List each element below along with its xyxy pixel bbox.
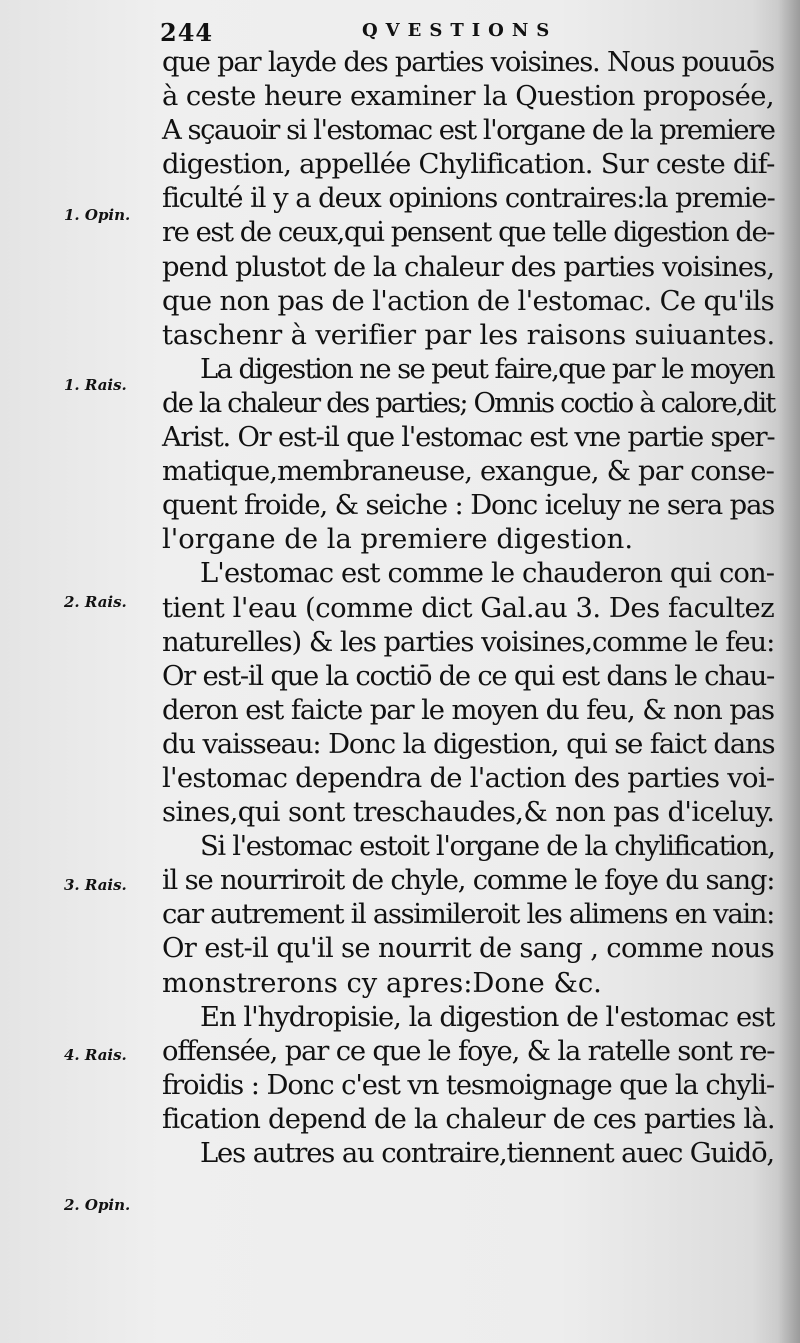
text-line: offensée, par ce que le foye, & la ratelle sont re- (162, 1035, 775, 1067)
text-line: que par layde des parties voisines. Nous pouuōs (162, 47, 774, 78)
text-line: La digestion ne se peut faire,que par le moyen (200, 353, 775, 385)
text-line: L'estomac est comme le chauderon qui con- (200, 558, 775, 590)
text-line: digestion, appellée Chylification. Sur ceste dif- (162, 149, 775, 181)
text-line: Or est-il que la coctiō de ce qui est dans le chau- (162, 660, 774, 692)
margin-note-opinion-2: 2. Opin. (64, 1196, 131, 1214)
text-line: de la chaleur des parties; Omnis coctio à calore,dit (162, 387, 775, 419)
margin-note-reason-4: 4. Rais. (64, 1046, 127, 1064)
text-line: Si l'estomac estoit l'organe de la chylification, (200, 831, 775, 863)
margin-note-reason-2: 2. Rais. (64, 593, 127, 611)
text-line: il se nourriroit de chyle, comme le foye du sang: (162, 865, 775, 897)
text-line: sines,qui sont treschaudes,& non pas d'iceluy. (162, 797, 775, 829)
text-line: taschenr à verifier par les raisons suiuantes. (162, 319, 776, 351)
text-line: deron est faicte par le moyen du feu, & non pas (162, 694, 774, 726)
page-number: 244 (160, 18, 214, 47)
text-line: naturelles) & les parties voisines,comme le feu: (162, 626, 775, 658)
text-line: quent froide, & seiche : Donc iceluy ne sera pas (162, 490, 775, 522)
margin-note-reason-1: 1. Rais. (64, 376, 127, 394)
text-line: l'organe de la premiere digestion. (162, 524, 634, 556)
text-line: En l'hydropisie, la digestion de l'estomac est (200, 1001, 775, 1033)
text-line: Arist. Or est-il que l'estomac est vne partie sper- (162, 422, 775, 454)
text-line: l'estomac dependra de l'action des parties voi- (162, 762, 775, 794)
text-line: A sçauoir si l'estomac est l'organe de la premiere (162, 115, 775, 147)
text-line: froidis : Donc c'est vn tesmoignage que la chyli- (162, 1069, 774, 1101)
text-line: pend plustot de la chaleur des parties voisines, (162, 251, 775, 283)
running-title: QVESTIONS (362, 20, 558, 41)
text-line: du vaisseau: Donc la digestion, qui se faict dans (162, 728, 775, 760)
text-line: Or est-il qu'il se nourrit de sang , comme nous (162, 933, 775, 965)
text-line: matique,membraneuse, exangue, & par conse- (162, 456, 774, 488)
text-line: monstrerons cy apres:Done &c. (162, 967, 602, 999)
text-line: ficulté il y a deux opinions contraires:la premie- (162, 183, 775, 215)
text-line: tient l'eau (comme dict Gal.au 3. Des facultez (162, 592, 775, 624)
text-line: fication depend de la chaleur de ces parties là. (162, 1103, 775, 1135)
text-line: que non pas de l'action de l'estomac. Ce qu'ils (162, 285, 774, 317)
text-line: Les autres au contraire,tiennent auec Guidō, (200, 1138, 774, 1169)
body-text (162, 46, 774, 1171)
page-edge-shadow (778, 0, 800, 1343)
margin-note-reason-3: 3. Rais. (64, 876, 127, 894)
text-line: re est de ceux,qui pensent que telle digestion de- (162, 217, 774, 249)
margin-note-opinion-1: 1. Opin. (64, 206, 131, 224)
text-line: car autrement il assimileroit les alimens en vain: (162, 899, 774, 931)
text-line: à ceste heure examiner la Question proposée, (162, 81, 774, 113)
